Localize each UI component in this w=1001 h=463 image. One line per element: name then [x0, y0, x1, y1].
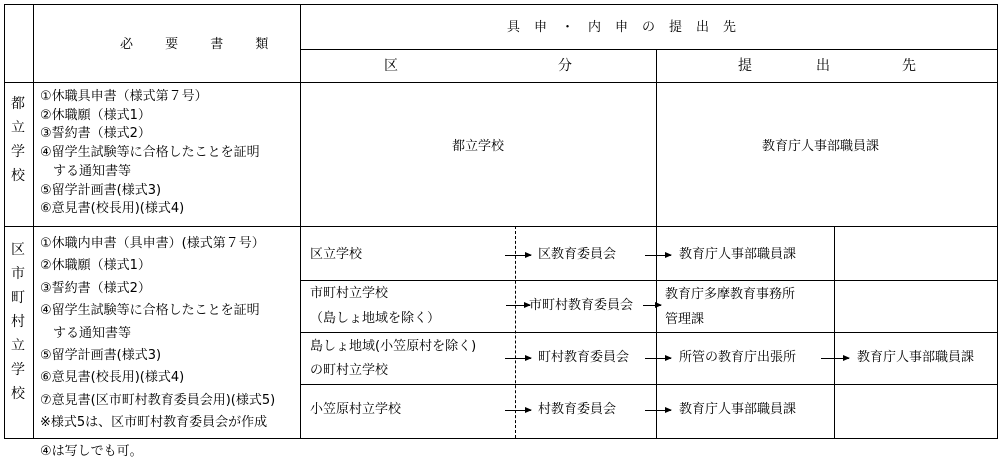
- arrow-icon: [505, 255, 531, 256]
- document-list-item: ⑥意見書(校長用)(様式4): [40, 201, 185, 217]
- to-schools-dest: 教育庁人事部職員課: [762, 139, 880, 154]
- document-list-item: ①休職内申書（具申書）(様式第７号）: [40, 236, 265, 251]
- final-dest-islands: 教育庁人事部職員課: [857, 350, 975, 365]
- vertical-label-char: 立: [11, 120, 25, 136]
- arrow-icon: [645, 358, 671, 359]
- vertical-label-char: 学: [11, 362, 25, 378]
- document-list-item: ②休職願（様式1）: [40, 107, 151, 123]
- to-schools-docs: [40, 88, 260, 219]
- board-shichoson: 市町村教育委員会: [529, 298, 634, 313]
- vertical-label-char: 町: [11, 290, 25, 306]
- board-ogasawara: 村教育委員会: [538, 402, 617, 417]
- school-ogasawara: 小笠原村立学校: [310, 402, 402, 417]
- document-list-item: ①休職具申書（様式第７号）: [40, 89, 208, 104]
- vertical-label-char: 村: [11, 314, 25, 330]
- dest-ogasawara: 教育庁人事部職員課: [679, 402, 797, 417]
- board-ku: 区教育委員会: [538, 247, 617, 262]
- document-list-item: する通知書等: [40, 163, 132, 179]
- document-list-item: ④留学生試験等に合格したことを証明: [40, 303, 260, 319]
- document-list-item: する通知書等: [40, 325, 132, 341]
- header-docs-column: 必 要 書 類: [120, 37, 283, 52]
- municipal-schools-docs: [40, 233, 275, 435]
- document-list-item: ③誓約書（様式2）: [40, 126, 151, 142]
- dest-tama-line1: 教育庁多摩教育事務所: [665, 287, 796, 302]
- document-list-item: ⑤留学計画書(様式3): [40, 182, 162, 198]
- school-islands-line1: 島しょ地域(小笠原村を除く): [310, 339, 477, 354]
- vertical-label-char: 都: [11, 96, 25, 112]
- vertical-label-char: 校: [11, 386, 25, 402]
- municipal-schools-label: [11, 238, 25, 406]
- arrow-icon: [505, 410, 531, 411]
- vertical-label-char: 校: [11, 168, 25, 184]
- arrow-icon: [645, 410, 671, 411]
- document-list-item: ③誓約書（様式2）: [40, 280, 151, 296]
- document-list-item: ※様式5は、区市町村教育委員会が作成: [40, 415, 268, 431]
- document-list-item: ②休職願（様式1）: [40, 258, 151, 274]
- arrow-icon: [821, 358, 849, 359]
- vertical-label-char: 市: [11, 266, 25, 282]
- arrow-icon: [645, 255, 671, 256]
- vertical-label-char: 学: [11, 144, 25, 160]
- arrow-icon: [505, 358, 531, 359]
- dest-tama-line2: 管理課: [665, 312, 705, 327]
- dest-islands: 所管の教育庁出張所: [679, 350, 797, 365]
- footnote: ④は写しでも可。: [40, 444, 143, 459]
- school-islands-line2: の町村立学校: [310, 363, 389, 378]
- school-shichoson-line2: （島しょ地域を除く）: [310, 311, 441, 326]
- document-list-item: ⑦意見書(区市町村教育委員会用)(様式5): [40, 392, 276, 408]
- board-islands: 町村教育委員会: [538, 350, 630, 365]
- school-ku: 区立学校: [310, 247, 363, 262]
- to-schools-kubun: 都立学校: [452, 139, 505, 154]
- arrow-icon: [643, 305, 661, 306]
- school-shichoson-line1: 市町村立学校: [310, 286, 389, 301]
- vertical-label-char: 区: [11, 242, 25, 258]
- arrow-icon: [506, 305, 530, 306]
- document-list-item: ⑥意見書(校長用)(様式4): [40, 370, 185, 386]
- document-list-item: ⑤留学計画書(様式3): [40, 348, 162, 364]
- document-list-item: ④留学生試験等に合格したことを証明: [40, 145, 260, 161]
- header-destination: 具申・内申の提出先: [507, 20, 751, 35]
- to-schools-label: [11, 92, 25, 188]
- vertical-label-char: 立: [11, 338, 25, 354]
- dest-ku: 教育庁人事部職員課: [679, 247, 797, 262]
